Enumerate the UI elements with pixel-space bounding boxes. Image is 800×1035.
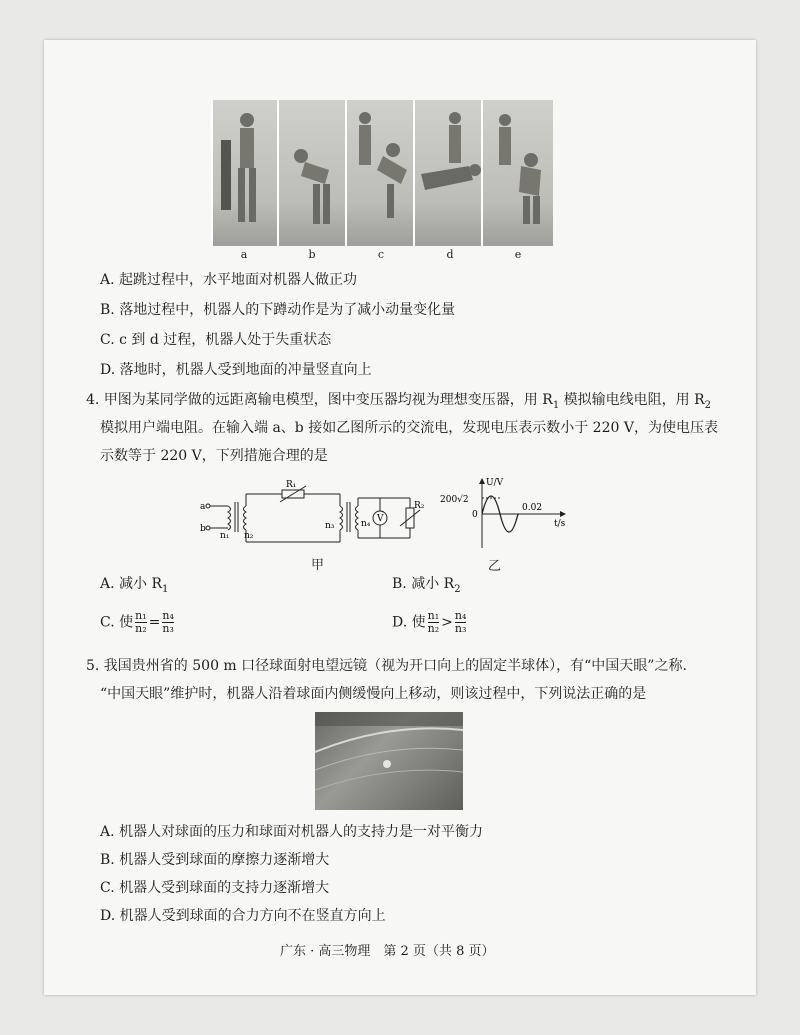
q3-option-d: D. 落地时，机器人受到地面的冲量竖直向上: [100, 362, 372, 378]
wave-x-axis-label: t/s: [554, 519, 566, 529]
photo-label-d: d: [446, 248, 454, 261]
fast-telescope-photo: [315, 712, 463, 810]
fraction-n4-n3: $\frac{\text{n₄}}{\text{n₃}}$: [454, 609, 467, 635]
photo-label-c: c: [377, 248, 385, 261]
photo-frame-d: [413, 100, 483, 246]
robot-figure-icon: [347, 100, 415, 246]
primary-coil-n1: [228, 506, 231, 530]
page-footer: 广东 · 高三物理 第 2 页（共 8 页）: [280, 944, 495, 959]
q3-option-b: B. 落地过程中，机器人的下蹲动作是为了减小动量变化量: [100, 302, 456, 318]
wave-y-axis-label: U/V: [486, 478, 504, 488]
photo-frame-a: [211, 100, 279, 246]
q4-stem-line2: 模拟用户端电阻。在输入端 a、b 接如乙图所示的交流电，发现电压表示数小于 220 V，为使电压表: [100, 420, 718, 436]
q3-option-a: A. 起跳过程中，水平地面对机器人做正功: [100, 272, 358, 288]
wave-origin-label: 0: [472, 510, 478, 520]
robot-figure-icon: [213, 100, 279, 246]
robot-figure-icon: [415, 100, 483, 246]
label-v: V: [377, 514, 384, 524]
photo-frame-c: [345, 100, 415, 246]
terminal-b-label: b: [200, 524, 206, 534]
fraction-n1-n2: $\frac{\text{n₁}}{\text{n₂}}$: [427, 609, 440, 635]
wave-peak-label: 200√2: [440, 495, 469, 505]
figure-yi-caption: 乙: [488, 559, 502, 574]
telescope-dish-icon: [315, 712, 463, 810]
label-n1: n₁: [220, 531, 230, 541]
q5-stem-line2: “中国天眼”维护时，机器人沿着球面内侧缓慢向上移动，则该过程中，下列说法正确的是: [100, 686, 647, 702]
q4-stem-line3: 示数等于 220 V，下列措施合理的是: [100, 448, 328, 464]
q3-option-c: C. c 到 d 过程，机器人处于失重状态: [100, 332, 332, 348]
label-r2: R₂: [414, 501, 425, 511]
q5-stem-line1: 5. 我国贵州省的 500 m 口径球面射电望远镜（视为开口向上的固定半球体），有“中国天眼”之称.: [86, 658, 687, 674]
q5-option-b: B. 机器人受到球面的摩擦力逐渐增大: [100, 852, 330, 868]
q5-option-d: D. 机器人受到球面的合力方向不在竖直方向上: [100, 908, 386, 924]
q5-option-c: C. 机器人受到球面的支持力逐渐增大: [100, 880, 330, 896]
q5-option-a: A. 机器人对球面的压力和球面对机器人的支持力是一对平衡力: [100, 824, 484, 840]
label-n2: n₂: [244, 531, 254, 541]
robot-figure-icon: [483, 100, 553, 246]
secondary-coil-n4: [356, 506, 359, 530]
robot-figure-icon: [279, 100, 347, 246]
figure-jia-caption: 甲: [311, 558, 325, 573]
q4-option-d: D. 使 $\frac{\text{n₁}}{\text{n₂}}$ > $\frac{\text{n₄}}{\text{n₃}}$: [392, 609, 467, 635]
ac-voltage-waveform: [440, 476, 570, 552]
q4-stem-line1: 4. 甲图为某同学做的远距离输电模型，图中变压器均视为理想变压器，用 $R_1$ 模拟输电线电阻，用 $R_2$: [86, 392, 712, 411]
photo-frame-e: [481, 100, 553, 246]
wave-period-label: 0.02: [522, 503, 543, 513]
label-n3: n₃: [325, 521, 335, 531]
fraction-n4-n3: $\frac{\text{n₄}}{\text{n₃}}$: [162, 609, 174, 635]
q4-option-a: A. 减小 $R_1$: [100, 576, 169, 595]
fraction-n1-n2: $\frac{\text{n₁}}{\text{n₂}}$: [135, 609, 147, 635]
label-r1: R₁: [286, 480, 297, 490]
terminal-a-label: a: [200, 502, 206, 512]
photo-label-b: b: [308, 248, 316, 261]
q4-option-b: B. 减小 $R_2$: [392, 576, 461, 595]
label-n4: n₄: [361, 519, 371, 529]
transmission-circuit-diagram: [200, 478, 425, 558]
photo-label-a: a: [240, 248, 248, 261]
q4-option-c: C. 使 $\frac{\text{n₁}}{\text{n₂}}$ = $\frac{\text{n₄}}{\text{n₃}}$: [100, 609, 174, 635]
robot-jump-photo-strip: [211, 100, 551, 246]
photo-frame-b: [277, 100, 347, 246]
photo-label-e: e: [514, 248, 522, 261]
secondary-coil-n2: [244, 506, 247, 530]
primary-coil-n3: [340, 506, 343, 530]
